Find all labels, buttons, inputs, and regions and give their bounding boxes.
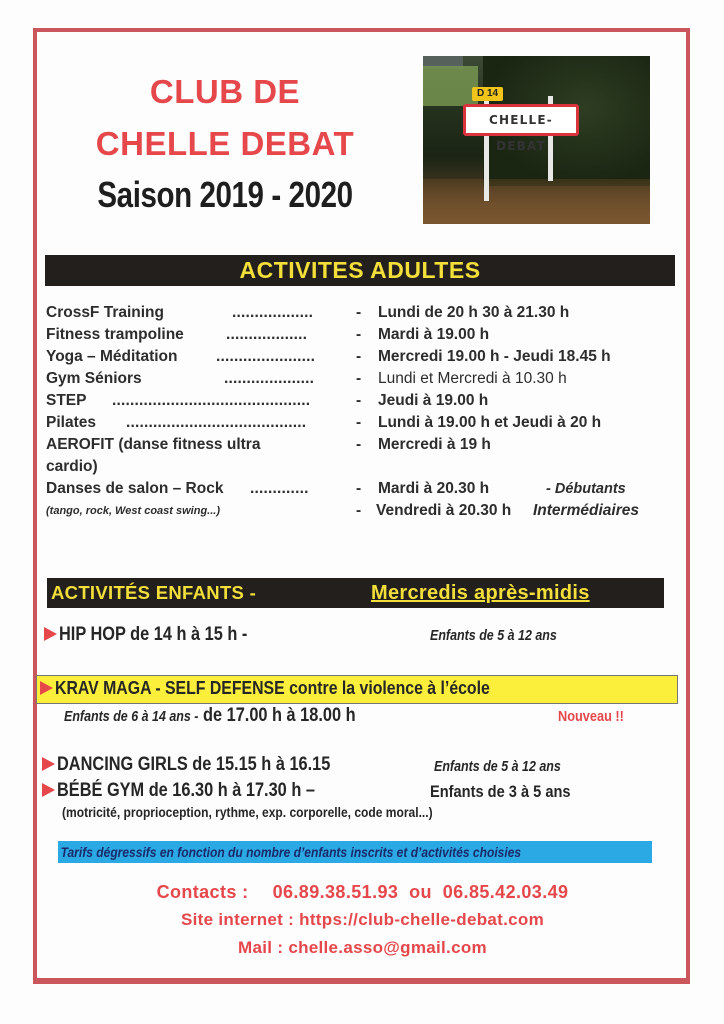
leader-dots: .................... <box>224 370 315 387</box>
leader-dots: .................. <box>232 304 314 321</box>
road-sign-photo <box>423 56 650 224</box>
activity-name: Danses de salon – Rock <box>46 480 224 497</box>
activity-name: Pilates <box>46 414 96 431</box>
krav-maga-time: de 17.00 h à 18.00 h <box>202 705 356 726</box>
activity-row <box>46 414 686 436</box>
town-sign: CHELLE-DEBAT <box>463 104 579 136</box>
or-text: ou <box>409 882 432 902</box>
contacts-block <box>40 878 685 962</box>
activity-row <box>46 326 686 348</box>
activity-row <box>46 436 686 458</box>
road-number-plate: D 14 <box>472 87 503 101</box>
activity-subtitle: (tango, rock, West coast swing...) <box>46 505 220 517</box>
activity-schedule: Mercredi 19.00 h - Jeudi 18.45 h <box>378 348 611 365</box>
dash: - <box>356 414 362 431</box>
dancing-girls-item <box>42 754 375 776</box>
activity-schedule: Mardi à 20.30 h <box>378 480 490 497</box>
activity-schedule: Vendredi à 20.30 h <box>376 502 512 519</box>
activity-row <box>46 348 686 370</box>
activity-row <box>46 502 686 524</box>
email-link[interactable]: Mail : chelle.asso@gmail.com <box>238 938 487 957</box>
leader-dots: ............................................ <box>112 392 311 409</box>
kids-banner-day: Mercredis après-midis <box>371 582 590 604</box>
phone-2[interactable]: 06.85.42.03.49 <box>442 882 569 902</box>
krav-maga-age: Enfants de 6 à 14 ans - <box>64 709 199 725</box>
new-badge: Nouveau !! <box>558 709 624 725</box>
activity-row <box>46 392 686 414</box>
dash: - <box>356 326 362 343</box>
hiphop-item <box>44 624 278 646</box>
dancing-girls-label: DANCING GIRLS de 15.15 h à 16.15 <box>57 754 331 775</box>
activity-name: Gym Séniors <box>46 370 142 387</box>
activity-name: Fitness trampoline <box>46 326 184 343</box>
triangle-bullet-icon <box>42 783 55 797</box>
activity-schedule: Mercredi à 19 h <box>378 436 491 453</box>
activity-name-continued: cardio) <box>46 458 98 475</box>
activity-row <box>46 458 686 480</box>
dash: - <box>356 502 362 519</box>
contacts-label: Contacts : <box>156 882 249 902</box>
activity-name: STEP <box>46 392 87 409</box>
adult-activities-banner: ACTIVITES ADULTES <box>45 255 675 286</box>
activity-row <box>46 480 686 502</box>
dancing-girls-age: Enfants de 5 à 12 ans <box>434 759 561 775</box>
activity-row <box>46 304 686 326</box>
hiphop-label: HIP HOP de 14 h à 15 h - <box>59 624 248 645</box>
contacts-phones <box>40 878 685 906</box>
dash: - <box>356 392 362 409</box>
activity-schedule: Mardi à 19.00 h <box>378 326 490 343</box>
adult-activities-list <box>46 304 686 524</box>
hiphop-age: Enfants de 5 à 12 ans <box>430 628 557 644</box>
club-title-line2: CHELLE DEBAT <box>95 125 355 162</box>
leader-dots: .................. <box>226 326 308 343</box>
bebe-gym-age: Enfants de 3 à 5 ans <box>430 782 571 801</box>
kids-banner-title: ACTIVITÉS ENFANTS - <box>51 582 257 603</box>
activity-schedule: Jeudi à 19.00 h <box>378 392 489 409</box>
leader-dots: ........................................ <box>126 414 307 431</box>
dash: - <box>356 348 362 365</box>
activity-level: - Débutants <box>546 481 626 497</box>
photo-grass <box>423 179 650 224</box>
bebe-gym-item <box>42 780 357 802</box>
season-title: Saison 2019 - 2020 <box>97 174 353 215</box>
triangle-bullet-icon <box>44 627 57 641</box>
club-title-line1: CLUB DE <box>149 73 301 110</box>
bebe-gym-note: (motricité, proprioception, rythme, exp. corporelle, code moral...) <box>62 804 433 820</box>
activity-level: Intermédiaires <box>533 502 639 519</box>
bebe-gym-label: BÉBÉ GYM de 16.30 h à 17.30 h – <box>57 780 315 801</box>
dash: - <box>356 370 362 387</box>
phone-1[interactable]: 06.89.38.51.93 <box>272 882 399 902</box>
leader-dots: ...................... <box>216 348 316 365</box>
kids-activities-banner <box>47 578 664 608</box>
dash: - <box>356 480 362 497</box>
leader-dots: ............. <box>250 480 309 497</box>
krav-maga-details <box>64 705 403 727</box>
activity-schedule: Lundi et Mercredi à 10.30 h <box>378 370 567 387</box>
krav-maga-label: KRAV MAGA - SELF DEFENSE contre la violence à l’école <box>55 678 490 698</box>
activity-name: AEROFIT (danse fitness ultra <box>46 436 261 453</box>
activity-schedule: Lundi à 19.00 h et Jeudi à 20 h <box>378 414 602 431</box>
krav-maga-item <box>40 678 549 699</box>
activity-name: Yoga – Méditation <box>46 348 178 365</box>
pricing-note: Tarifs dégressifs en fonction du nombre d’enfants inscrits et d’activités choisies <box>58 841 652 863</box>
triangle-bullet-icon <box>42 757 55 771</box>
photo-field <box>423 66 478 106</box>
website-link[interactable]: Site internet : https://club-chelle-debat.com <box>181 910 544 929</box>
activity-row <box>46 370 686 392</box>
dash: - <box>356 436 362 453</box>
title-block <box>40 66 410 220</box>
activity-name: CrossF Training <box>46 304 164 321</box>
activity-schedule: Lundi de 20 h 30 à 21.30 h <box>378 304 570 321</box>
triangle-bullet-icon <box>40 681 53 695</box>
dash: - <box>356 304 362 321</box>
